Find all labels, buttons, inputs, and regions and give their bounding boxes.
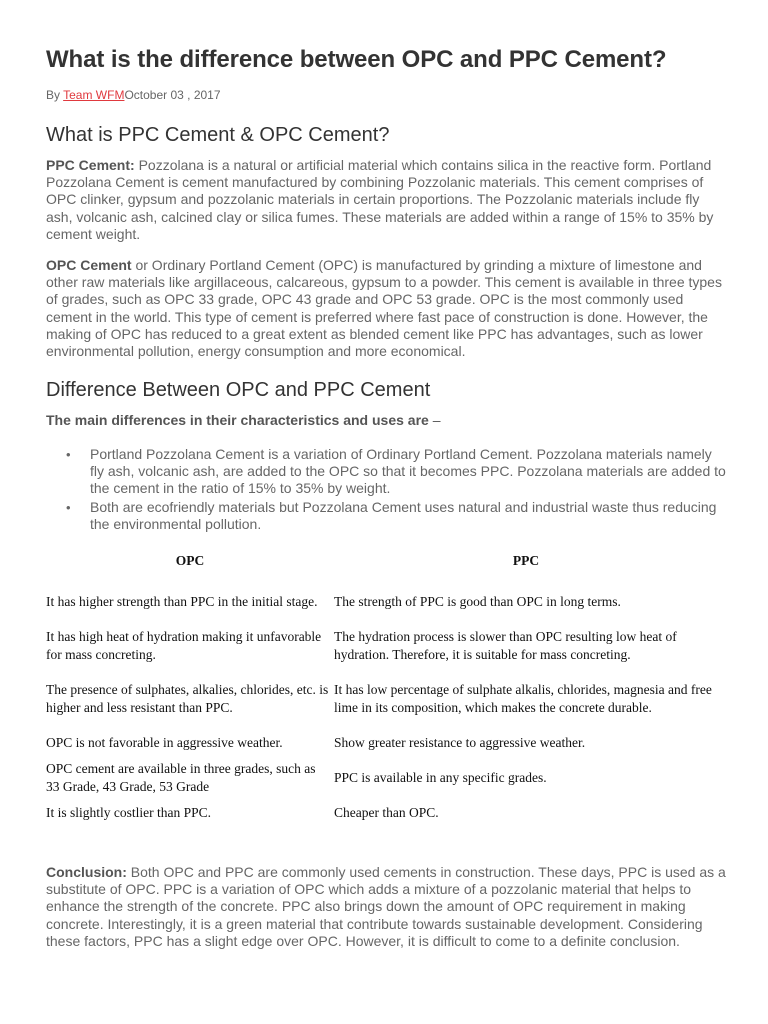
author-link[interactable]: Team WFM <box>63 88 125 102</box>
table-cell-opc: The presence of sulphates, alkalies, chlorides, etc. is higher and less resistant than PPC. <box>46 682 329 715</box>
column-header-ppc: PPC <box>512 553 540 568</box>
list-item: • Portland Pozzolana Cement is a variation of Ordinary Portland Cement. Pozzolana materials namely fly ash, volcanic ash, are added to the OPC so that it becomes PPC. Pozzolana materials are added to the cement in the ratio of 15% to 35% by weight. <box>46 446 726 498</box>
table-cell-ppc: The strength of PPC is good than OPC in long terms. <box>334 593 621 609</box>
table-cell-opc: OPC cement are available in three grades, such as 33 Grade, 43 Grade, 53 Grade <box>46 761 316 794</box>
comparison-table <box>46 553 718 827</box>
table-cell-ppc: It has low percentage of sulphate alkalis, chlorides, magnesia and free lime in its composition, which makes the concrete durable. <box>334 682 712 715</box>
table-cell-opc: OPC is not favorable in aggressive weather. <box>46 734 283 750</box>
conclusion-label: Conclusion: <box>46 864 127 880</box>
differences-list <box>46 446 726 534</box>
list-item: • Both are ecofriendly materials but Pozzolana Cement uses natural and industrial waste thus reducing the environmental pollution. <box>46 499 726 533</box>
section-heading-what-is: What is PPC Cement & OPC Cement? <box>46 124 390 146</box>
table-cell-ppc: PPC is available in any specific grades. <box>334 769 547 785</box>
table-cell-opc: It has high heat of hydration making it unfavorable for mass concreting. <box>46 629 322 662</box>
table-header-row <box>46 553 718 581</box>
table-row <box>46 625 718 669</box>
table-cell-opc: It is slightly costlier than PPC. <box>46 804 212 820</box>
opc-label: OPC Cement <box>46 257 132 273</box>
column-header-opc: OPC <box>175 553 205 568</box>
ppc-text: Pozzolana is a natural or artificial material which contains silica in the reactive form. Portland Pozzolana Cement is cement manufactured by combining Pozzolanic materials. This cement comprises of OPC clinker, gypsum and pozzolanic materials in certain proportions. The Pozzolanic materials include fly ash, volcanic ash, calcined clay or silica fumes. These materials are added within a range of 15% to 35% by cement weight. <box>46 157 714 242</box>
table-row <box>46 731 718 757</box>
conclusion-paragraph <box>46 864 726 950</box>
conclusion-text: Both OPC and PPC are commonly used cements in construction. These days, PPC is used as a substitute of OPC. PPC is a variation of OPC which adds a mixture of a pozzolanic material that helps to enhance the strength of the concrete. PPC also brings down the amount of OPC requirement in making concrete. Interestingly, it is a green material that contribute towards sustainable development. Considering these factors, PPC has a slight edge over OPC. However, it is difficult to come to a definite conclusion. <box>46 864 726 949</box>
ppc-label: PPC Cement: <box>46 157 135 173</box>
table-row <box>46 801 718 827</box>
section-heading-difference: Difference Between OPC and PPC Cement <box>46 379 431 401</box>
table-row <box>46 757 718 801</box>
table-cell-ppc: The hydration process is slower than OPC resulting low heat of hydration. Therefore, it is suitable for mass concreting. <box>334 629 677 662</box>
byline-prefix: By <box>46 88 64 102</box>
table-row <box>46 669 718 731</box>
differences-lead <box>46 412 441 428</box>
byline <box>46 88 221 102</box>
opc-definition-paragraph <box>46 257 726 360</box>
table-cell-ppc: Show greater resistance to aggressive weather. <box>334 734 586 750</box>
page-title: What is the difference between OPC and PPC Cement? <box>46 46 667 73</box>
ppc-definition-paragraph <box>46 157 726 243</box>
table-cell-ppc: Cheaper than OPC. <box>334 804 439 820</box>
lead-text: The main differences in their characteristics and uses are <box>46 412 433 428</box>
lead-dash: – <box>432 412 441 428</box>
table-cell-opc: It has higher strength than PPC in the initial stage. <box>46 593 318 609</box>
publish-date: October 03 , 2017 <box>124 88 221 102</box>
opc-text: or Ordinary Portland Cement (OPC) is manufactured by grinding a mixture of limestone and other raw materials like argillaceous, calcareous, gypsum to a powder. This cement is available in three types of grades, such as OPC 33 grade, OPC 43 grade and OPC 53 grade. OPC is the most commonly used cement in the world. This type of cement is preferred where fast pace of construction is done. However, the making of OPC has reduced to a great extent as blended cement like PPC has advantages, such as lower environmental pollution, energy consumption and more economical. <box>46 257 722 360</box>
table-row <box>46 581 718 625</box>
